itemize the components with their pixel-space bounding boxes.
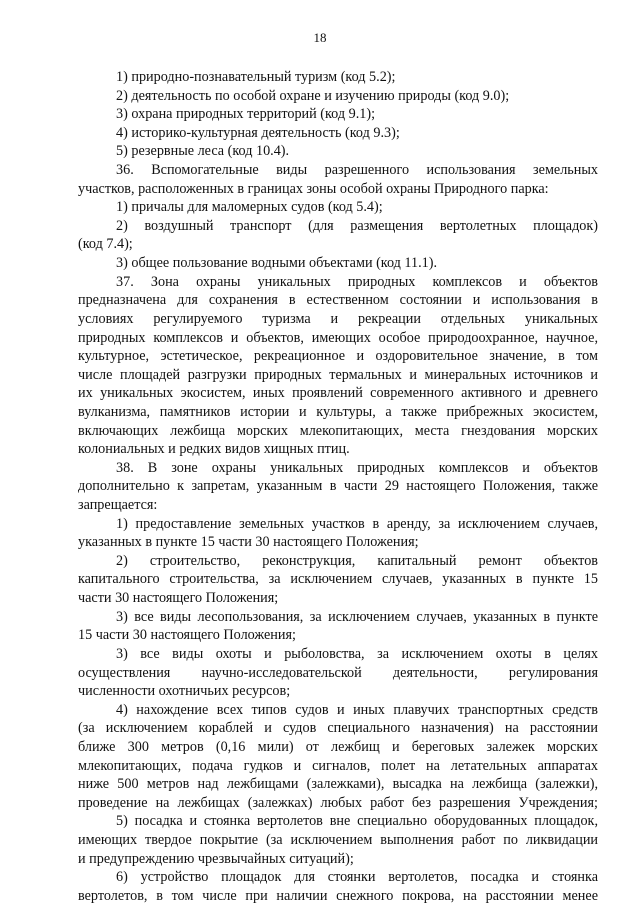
text-line: 3) общее пользование водными объектами (код 11.1). <box>116 255 437 272</box>
text-line: (за исключением кораблей и судов специального назначения) на расстоянии <box>78 720 598 737</box>
text-line: 2) деятельность по особой охране и изучению природы (код 9.0); <box>116 87 510 104</box>
text-line: вертолетов, в том числе при наличии снежного покрова, на расстоянии менее <box>78 887 598 904</box>
text-line: 3) все виды охоты и рыболовства, за исключением охоты в целях <box>116 645 598 662</box>
text-line: 3) охрана природных территорий (код 9.1); <box>116 106 376 123</box>
text-line: указанных в пункте 15 части 30 настоящего Положения; <box>78 534 419 551</box>
text-line: включающих лежбища морских млекопитающих, места гнездования морских <box>78 422 598 439</box>
text-line: участков, расположенных в границах зоны особой охраны Природного парка: <box>78 180 549 197</box>
text-line: 2) воздушный транспорт (для размещения вертолетных площадок) <box>116 217 598 234</box>
text-line: 6) устройство площадок для стоянки вертолетов, посадка и стоянка <box>116 869 598 886</box>
text-line: части 30 настоящего Положения; <box>78 590 279 607</box>
text-line: осуществления научно-исследовательской деятельности, регулирования <box>78 664 598 681</box>
text-line: 5) посадка и стоянка вертолетов вне специально оборудованных площадок, <box>116 813 598 830</box>
document-body <box>78 68 598 905</box>
text-line: 1) предоставление земельных участков в аренду, за исключением случаев, <box>116 515 598 532</box>
text-line: числе площадей разгрузки природных термальных и минеральных источников и <box>78 366 598 383</box>
page-number: 18 <box>313 30 327 45</box>
text-line: колониальных и редких видов хищных птиц. <box>78 441 350 458</box>
text-line: 1) природно-познавательный туризм (код 5.2); <box>116 69 396 85</box>
text-line: условиях регулируемого туризма и рекреации отдельных уникальных <box>78 310 598 327</box>
text-line: численности охотничьих ресурсов; <box>78 683 291 700</box>
text-line: капитального строительства, за исключением случаев, указанных в пункте 15 <box>78 571 598 588</box>
text-line: их уникальных экосистем, иных проявлений современного активного и древнего <box>78 385 598 402</box>
text-line: имеющих твердое покрытие (за исключением выполнения работ по ликвидации <box>78 831 598 848</box>
text-line: природных комплексов и объектов, имеющих особое природоохранное, научное, <box>78 329 598 346</box>
text-line: 38. В зоне охраны уникальных природных комплексов и объектов <box>116 459 598 476</box>
text-line: 37. Зона охраны уникальных природных комплексов и объектов <box>116 273 598 290</box>
text-line: и предупреждению чрезвычайных ситуаций); <box>78 850 354 867</box>
text-line: дополнительно к запретам, указанным в части 29 настоящего Положения, также <box>78 478 598 495</box>
text-line: проведение на лежбищах (залежках) любых работ без разрешения Учреждения; <box>78 794 598 811</box>
text-line: 2) строительство, реконструкция, капитальный ремонт объектов <box>116 552 598 569</box>
text-line: 15 части 30 настоящего Положения; <box>78 627 296 644</box>
text-line: 5) резервные леса (код 10.4). <box>116 143 290 160</box>
text-line: ниже 500 метров над лежбищами (залежками), высадка на лежбища (залежки), <box>78 776 598 793</box>
text-line: запрещается: <box>78 497 158 514</box>
text-line: предназначена для сохранения в естественном состоянии и использования в <box>78 292 598 309</box>
text-line: культурное, эстетическое, рекреационное и оздоровительное значение, в том <box>78 348 598 365</box>
text-line: 4) историко-культурная деятельность (код 9.3); <box>116 124 400 141</box>
text-line: 36. Вспомогательные виды разрешенного использования земельных <box>116 162 598 179</box>
text-line: вулканизма, памятников истории и культуры, а также прибрежных экосистем, <box>78 403 598 420</box>
text-line: 3) все виды лесопользования, за исключением случаев, указанных в пункте <box>116 608 598 625</box>
text-line: (код 7.4); <box>78 236 133 253</box>
text-line: 4) нахождение всех типов судов и иных плавучих транспортных средств <box>116 701 598 718</box>
text-line: ближе 300 метров (0,16 мили) от лежбищ и береговых залежек морских <box>78 738 598 755</box>
text-line: 1) причалы для маломерных судов (код 5.4); <box>116 199 383 216</box>
text-line: млекопитающих, подача гудков и сигналов, полет на летательных аппаратах <box>78 757 598 774</box>
